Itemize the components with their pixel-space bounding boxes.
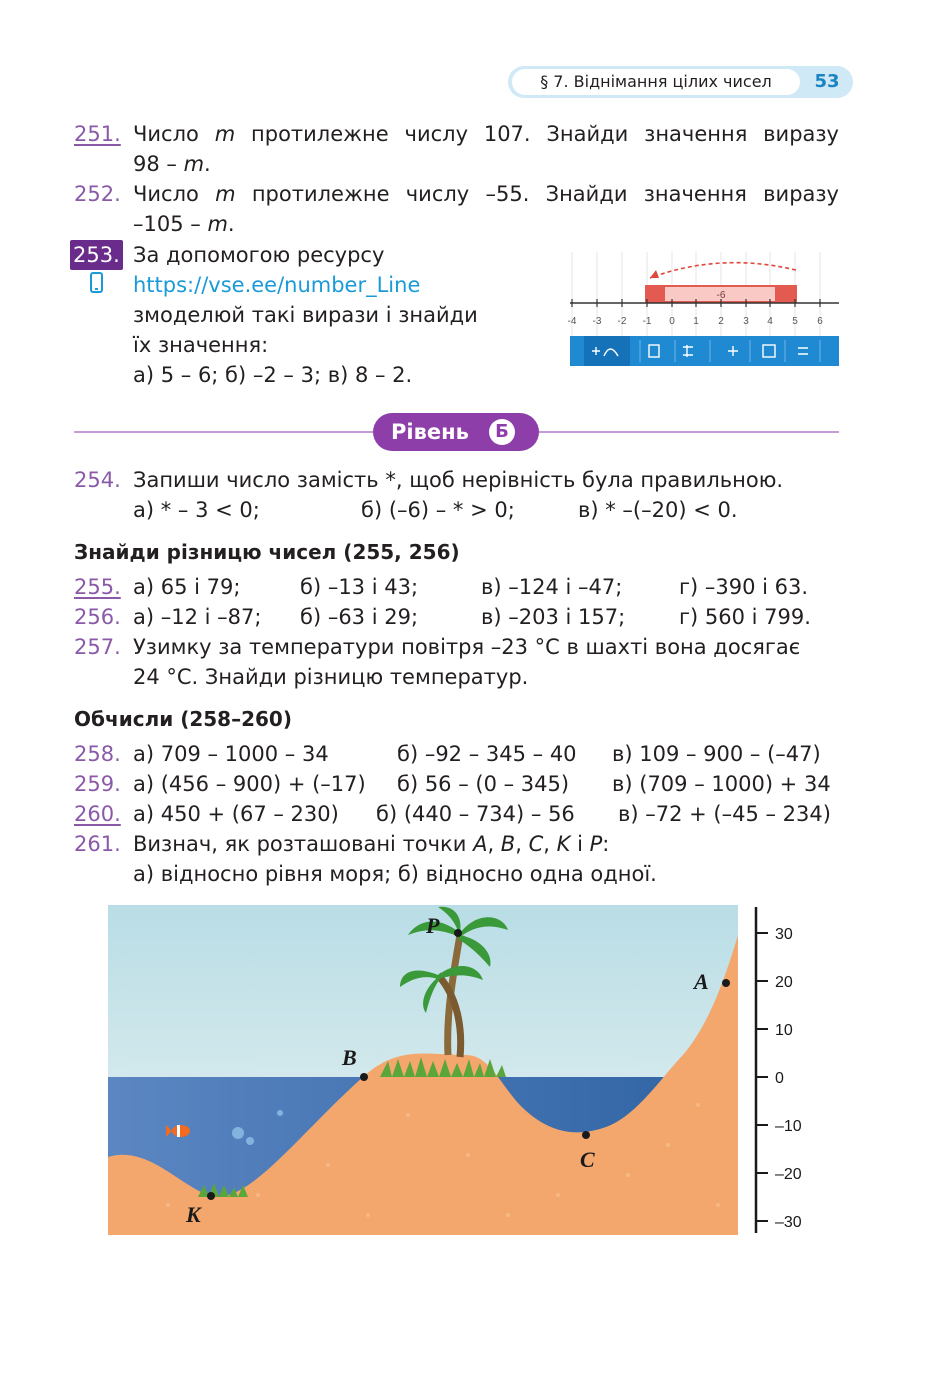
problem-number-255: 255. — [74, 575, 121, 599]
problem-number-258: 258. — [74, 742, 121, 766]
problem-251-line1: Число m протилежне числу 107. Знайди значення виразу — [133, 122, 839, 146]
point-c-label: C — [580, 1147, 595, 1172]
scale-label: –30 — [775, 1214, 802, 1231]
problem-255-c: в) –124 і –47; — [481, 575, 623, 599]
problem-258-b: б) –92 – 345 – 40 — [397, 742, 577, 766]
tick-label: 6 — [817, 316, 823, 327]
problem-257-line1: Узимку за температури повітря –23 °С в шахті вона досягає — [133, 635, 801, 659]
problem-259-b: б) 56 – (0 – 345) — [397, 772, 570, 796]
point-c-marker — [582, 1131, 590, 1139]
tick-label: 0 — [669, 316, 675, 327]
problem-number-259: 259. — [74, 772, 121, 796]
scale-label: 10 — [775, 1022, 793, 1039]
problem-254-a: а) * – 3 < 0; — [133, 498, 260, 522]
problem-254-line1: Запиши число замість *, щоб нерівність була правильною. — [133, 468, 784, 492]
problem-259-c: в) (709 – 1000) + 34 — [612, 772, 831, 796]
scale-label: –20 — [775, 1166, 802, 1183]
group-heading-difference: Знайди різницю чисел (255, 256) — [74, 540, 460, 564]
problem-253-line1: За допомогою ресурсу — [133, 243, 385, 267]
scale-label: 20 — [775, 974, 793, 991]
point-p-marker — [454, 929, 462, 937]
point-k-label: K — [186, 1202, 201, 1227]
tick-label: -4 — [567, 316, 577, 327]
problem-251-line2: 98 – m. — [133, 152, 211, 176]
problem-254-b: б) (–6) – * > 0; — [361, 498, 515, 522]
phone-icon — [88, 271, 106, 295]
tick-label: -1 — [642, 316, 652, 327]
problem-254-c: в) * –(–20) < 0. — [578, 498, 738, 522]
problem-number-254: 254. — [74, 468, 121, 492]
problem-255-d: г) –390 і 63. — [679, 575, 809, 599]
problem-256-d: г) 560 і 799. — [679, 605, 811, 629]
problem-256-b: б) –63 і 29; — [300, 605, 419, 629]
problem-261-line2: а) відносно рівня моря; б) відносно одна одної. — [133, 862, 657, 886]
tick-label: -3 — [592, 316, 602, 327]
problem-258-c: в) 109 – 900 – (–47) — [612, 742, 821, 766]
number-line-image — [567, 252, 839, 366]
problem-253-line4: їх значення: — [133, 333, 269, 357]
tick-label: -2 — [617, 316, 627, 327]
tick-label: 1 — [693, 316, 699, 327]
tick-label: 2 — [718, 316, 724, 327]
problem-257-line2: 24 °С. Знайди різницю температур. — [133, 665, 529, 689]
tick-label: 5 — [792, 316, 798, 327]
problem-253-line3: змоделюй такі вирази і знайди — [133, 303, 478, 327]
problem-252-line2: –105 – m. — [133, 212, 235, 236]
problem-255-a: а) 65 і 79; — [133, 575, 241, 599]
problem-256-a: а) –12 і –87; — [133, 605, 262, 629]
sea-level-illustration — [108, 905, 813, 1238]
problem-number-260: 260. — [74, 802, 121, 826]
tick-label: 4 — [767, 316, 773, 327]
level-label: Рівень — [391, 420, 469, 444]
scale-label: 30 — [775, 926, 793, 943]
scale-label: –10 — [775, 1118, 802, 1135]
problem-number-252: 252. — [74, 182, 121, 206]
problem-255-b: б) –13 і 43; — [300, 575, 419, 599]
scale-label: 0 — [775, 1070, 784, 1087]
problem-number-256: 256. — [74, 605, 121, 629]
problem-259-a: а) (456 – 900) + (–17) — [133, 772, 366, 796]
problem-261-line1: Визнач, як розташовані точки A, B, C, K і P: — [133, 832, 610, 856]
problem-253-line5: а) 5 – 6; б) –2 – 3; в) 8 – 2. — [133, 363, 413, 387]
section-title: § 7. Віднімання цілих чисел — [512, 69, 800, 95]
point-a-marker — [722, 979, 730, 987]
point-b-marker — [360, 1073, 368, 1081]
problem-number-253: 253. — [70, 240, 123, 270]
group-heading-compute: Обчисли (258–260) — [74, 707, 292, 731]
point-p-label: P — [426, 913, 440, 938]
problem-260-b: б) (440 – 734) – 56 — [376, 802, 575, 826]
problem-260-c: в) –72 + (–45 – 234) — [618, 802, 831, 826]
level-letter: Б — [489, 419, 515, 445]
problem-number-251: 251. — [74, 122, 121, 146]
point-a-label: A — [694, 969, 709, 994]
problem-252-line1: Число m протилежне числу –55. Знайди значення виразу — [133, 182, 839, 206]
problem-260-a: а) 450 + (67 – 230) — [133, 802, 339, 826]
range-label: -6 — [716, 290, 726, 301]
problem-number-261: 261. — [74, 832, 121, 856]
tick-label: 3 — [743, 316, 749, 327]
page-number: 53 — [814, 71, 840, 92]
problem-256-c: в) –203 і 157; — [481, 605, 626, 629]
problem-258-a: а) 709 – 1000 – 34 — [133, 742, 329, 766]
point-b-label: B — [342, 1045, 357, 1070]
point-k-marker — [207, 1192, 215, 1200]
resource-link[interactable]: https://vse.ee/number_Line — [133, 273, 421, 297]
problem-number-257: 257. — [74, 635, 121, 659]
